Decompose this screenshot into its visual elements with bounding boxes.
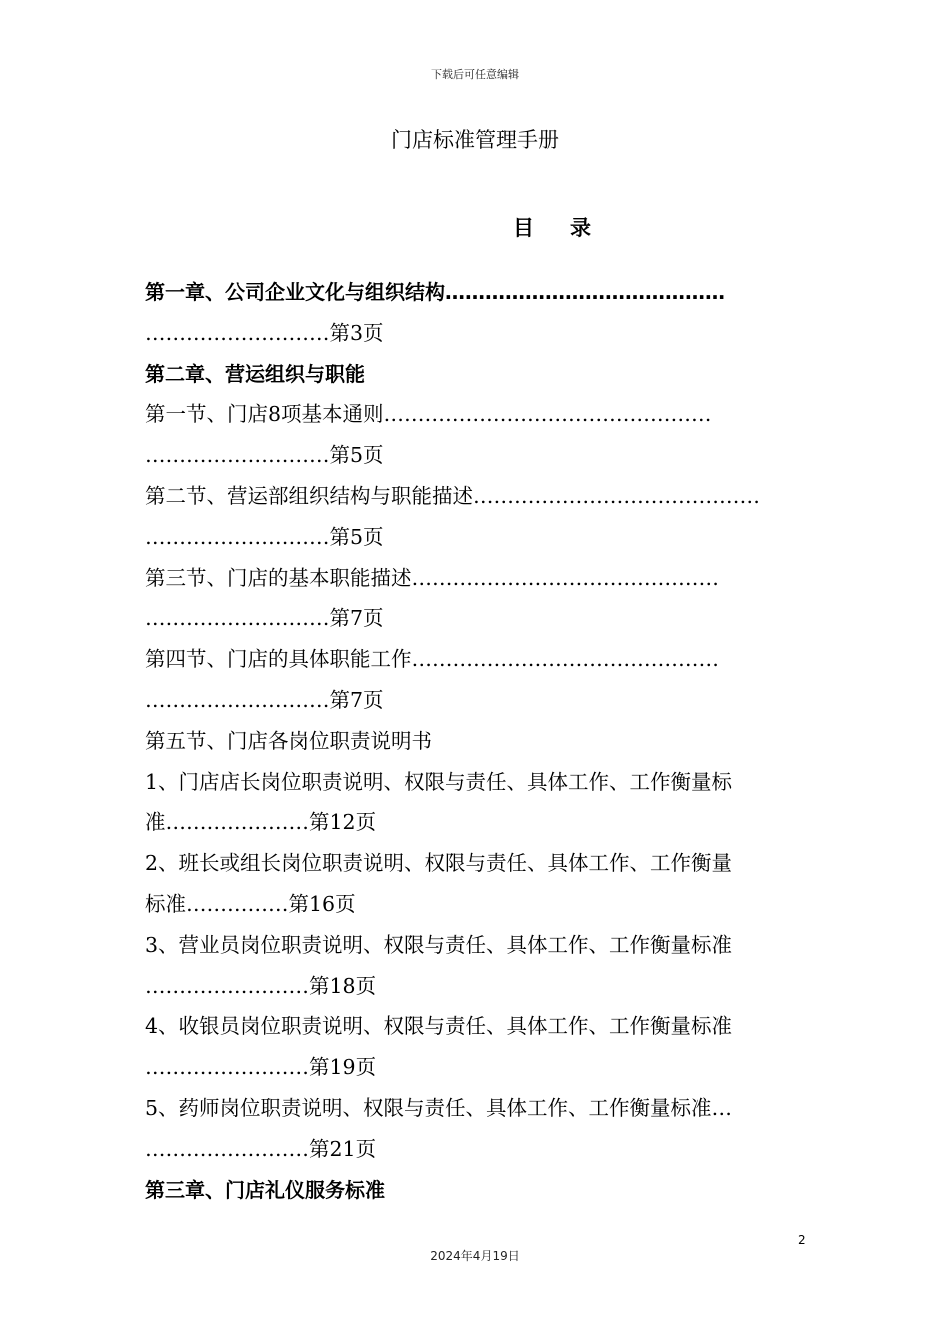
toc-line: 2、班长或组长岗位职责说明、权限与责任、具体工作、工作衡量 <box>145 851 733 876</box>
toc-line: ………………………第3页 <box>145 320 384 345</box>
toc-heading-left: 目 <box>513 216 534 240</box>
toc-line: 3、营业员岗位职责说明、权限与责任、具体工作、工作衡量标准 <box>145 932 733 957</box>
toc-line: 第三节、门店的基本职能描述……………………………………… <box>145 565 719 590</box>
toc-line: 准…………………第12页 <box>145 810 377 835</box>
page-footer-date: 2024年4月19日 <box>430 1249 520 1263</box>
toc-line: ………………………第5页 <box>145 524 384 549</box>
toc-line: ……………………第18页 <box>145 973 377 998</box>
table-of-contents <box>145 272 807 1210</box>
toc-line: 第二章、营运组织与职能 <box>145 361 365 386</box>
toc-line: 第一章、公司企业文化与组织结构…………………………………… <box>145 280 725 304</box>
toc-line: 标准……………第16页 <box>145 891 356 916</box>
page-number: 2 <box>798 1233 806 1247</box>
toc-line: ………………………第5页 <box>145 443 384 468</box>
toc-line: 第五节、门店各岗位职责说明书 <box>145 728 432 753</box>
toc-line: 1、门店店长岗位职责说明、权限与责任、具体工作、工作衡量标 <box>145 769 733 794</box>
toc-line: 第四节、门店的具体职能工作……………………………………… <box>145 647 719 672</box>
toc-line: ……………………第21页 <box>145 1136 377 1161</box>
toc-line: ………………………第7页 <box>145 606 384 631</box>
toc-heading-right: 录 <box>570 216 591 240</box>
page-header-note: 下载后可任意编辑 <box>431 68 519 81</box>
toc-line: 4、收银员岗位职责说明、权限与责任、具体工作、工作衡量标准 <box>145 1014 733 1039</box>
toc-line: 第二节、营运部组织结构与职能描述…………………………………… <box>145 483 760 508</box>
document-title: 门店标准管理手册 <box>391 128 559 152</box>
toc-line: 5、药师岗位职责说明、权限与责任、具体工作、工作衡量标准… <box>145 1095 733 1120</box>
toc-line: ……………………第19页 <box>145 1055 377 1080</box>
toc-line: 第一节、门店8项基本通则………………………………………… <box>145 402 712 427</box>
toc-heading <box>513 212 591 242</box>
toc-line: ………………………第7页 <box>145 687 384 712</box>
toc-line: 第三章、门店礼仪服务标准 <box>145 1177 385 1202</box>
